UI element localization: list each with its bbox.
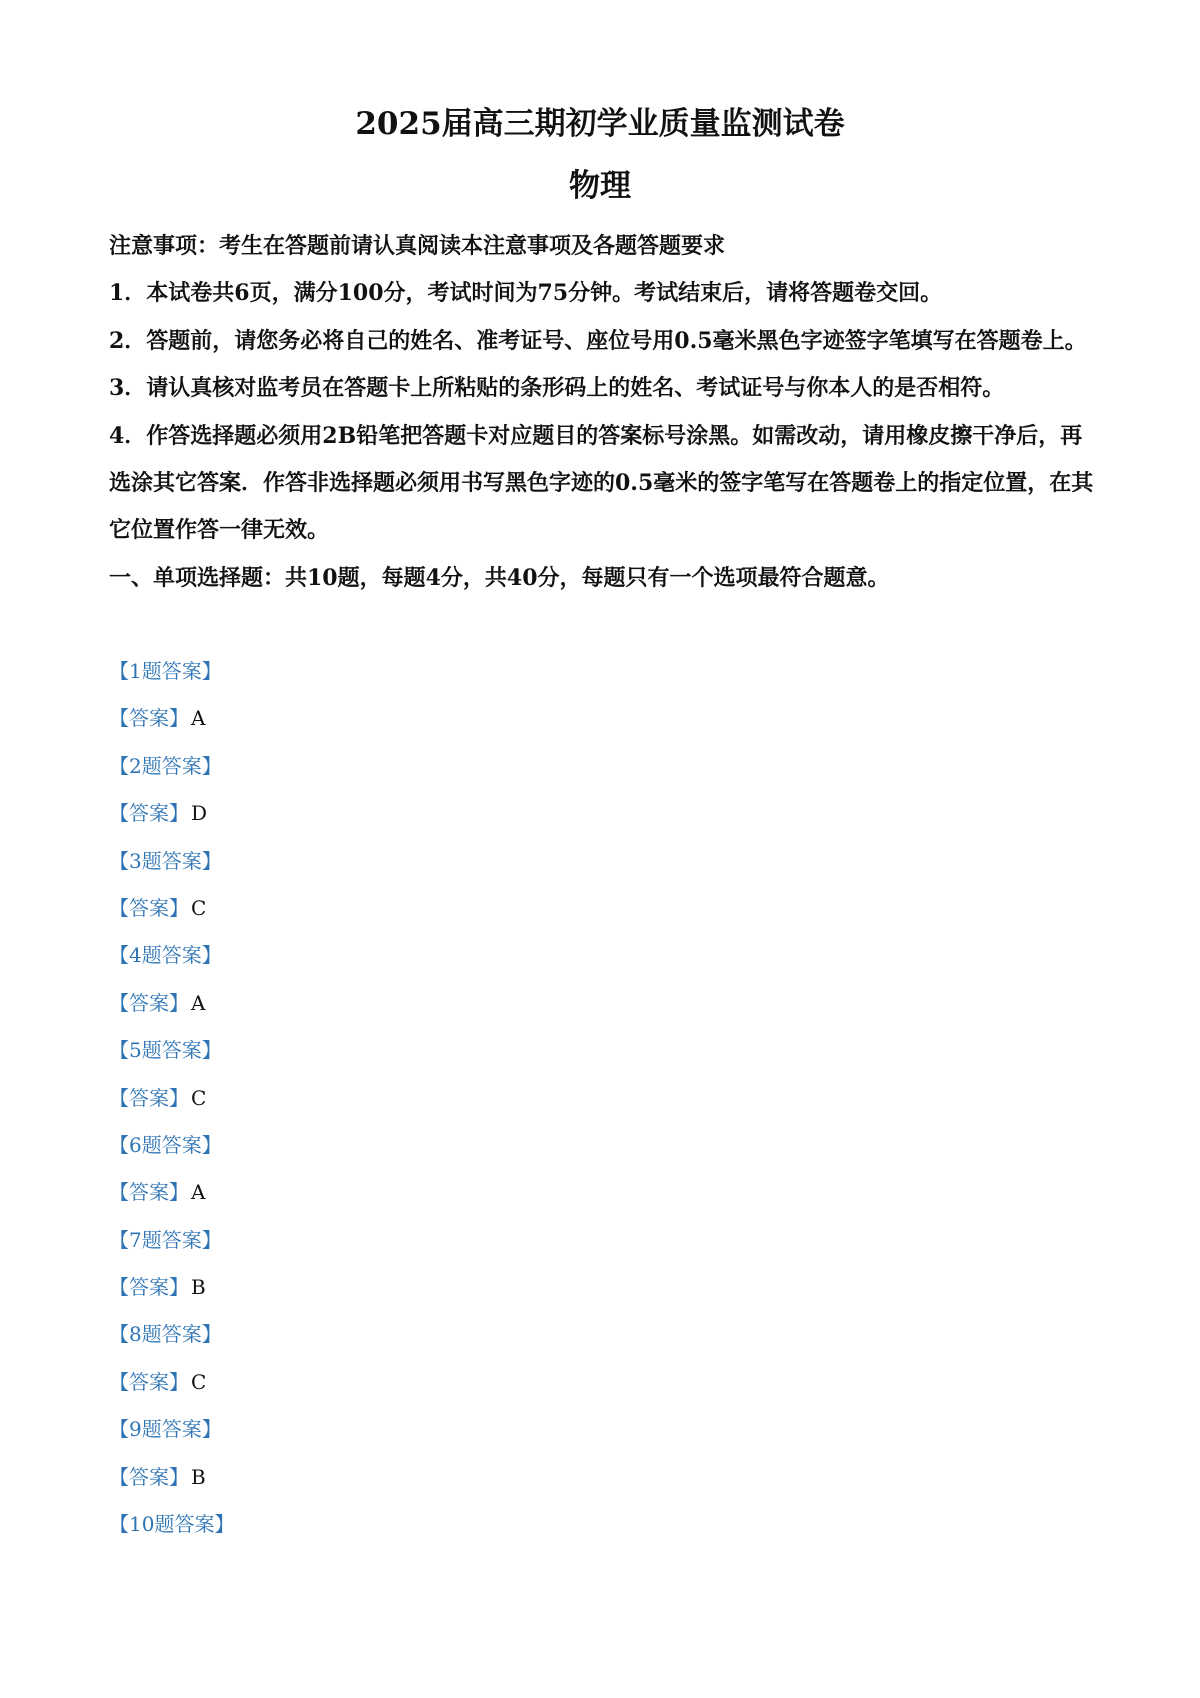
question-label: 【3题答案】 bbox=[109, 848, 222, 873]
answer-row bbox=[109, 1075, 709, 1122]
answer-value: D bbox=[191, 801, 208, 826]
answer-row bbox=[109, 885, 709, 932]
notice-block bbox=[109, 223, 1099, 602]
question-label: 【7题答案】 bbox=[109, 1227, 222, 1252]
answer-value: C bbox=[191, 1369, 207, 1394]
answer-value: A bbox=[191, 706, 206, 731]
exam-title: 2025届高三期初学业质量监测试卷 bbox=[355, 106, 845, 142]
answer-label: 【答案】 bbox=[109, 1464, 189, 1489]
notice-item: 3．请认真核对监考员在答题卡上所粘贴的条形码上的姓名、考试证号与你本人的是否相符。 bbox=[109, 375, 1005, 402]
notice-item: 2．答题前，请您务必将自己的姓名、准考证号、座位号用0.5毫米黑色字迹签字笔填写在答题卷上。 bbox=[109, 327, 1087, 354]
question-label: 【8题答案】 bbox=[109, 1322, 222, 1347]
answer-label: 【答案】 bbox=[109, 801, 189, 826]
answer-row bbox=[109, 695, 709, 742]
notice-item: 4．作答选择题必须用2B铅笔把答题卡对应题目的答案标号涂黑。如需改动，请用橡皮擦干净后，再选涂其它答案．作答非选择题必须用书写黑色字迹的0.5毫米的签字笔写在答题卷上的指定位置，在其它位置作答一律无效。 bbox=[109, 422, 1094, 544]
notice-item: 1．本试卷共6页，满分100分，考试时间为75分钟。考试结束后，请将答题卷交回。 bbox=[109, 280, 943, 307]
answer-value: B bbox=[191, 1464, 206, 1489]
answer-label: 【答案】 bbox=[109, 1275, 189, 1300]
question-label: 【9题答案】 bbox=[109, 1417, 222, 1442]
answer-value: A bbox=[191, 990, 206, 1015]
question-label: 【5题答案】 bbox=[109, 1038, 222, 1063]
answer-row bbox=[109, 1264, 709, 1311]
answer-row bbox=[109, 1169, 709, 1216]
answer-value: C bbox=[191, 895, 207, 920]
answer-row bbox=[109, 1454, 709, 1501]
answer-value: A bbox=[191, 1180, 206, 1205]
notice-heading: 注意事项：考生在答题前请认真阅读本注意事项及各题答题要求 bbox=[109, 233, 726, 259]
answer-row bbox=[109, 1359, 709, 1406]
answer-label: 【答案】 bbox=[109, 1369, 189, 1394]
question-label: 【6题答案】 bbox=[109, 1132, 222, 1157]
answer-list bbox=[109, 648, 709, 1548]
question-label: 【1题答案】 bbox=[109, 659, 222, 683]
answer-label: 【答案】 bbox=[109, 1180, 189, 1205]
question-label: 【2题答案】 bbox=[109, 753, 222, 778]
answer-label: 【答案】 bbox=[109, 990, 189, 1015]
answer-label: 【答案】 bbox=[109, 1085, 189, 1110]
subject-title: 物理 bbox=[569, 168, 631, 204]
question-label: 【4题答案】 bbox=[109, 943, 222, 968]
question-label: 【10题答案】 bbox=[109, 1512, 235, 1537]
answer-label: 【答案】 bbox=[109, 706, 189, 731]
answer-label: 【答案】 bbox=[109, 895, 189, 920]
answer-value: C bbox=[191, 1085, 207, 1110]
answer-value: B bbox=[191, 1275, 206, 1300]
answer-row bbox=[109, 790, 709, 837]
answer-row bbox=[109, 980, 709, 1027]
section-heading: 一、单项选择题：共10题，每题4分，共40分，每题只有一个选项最符合题意。 bbox=[109, 564, 890, 591]
